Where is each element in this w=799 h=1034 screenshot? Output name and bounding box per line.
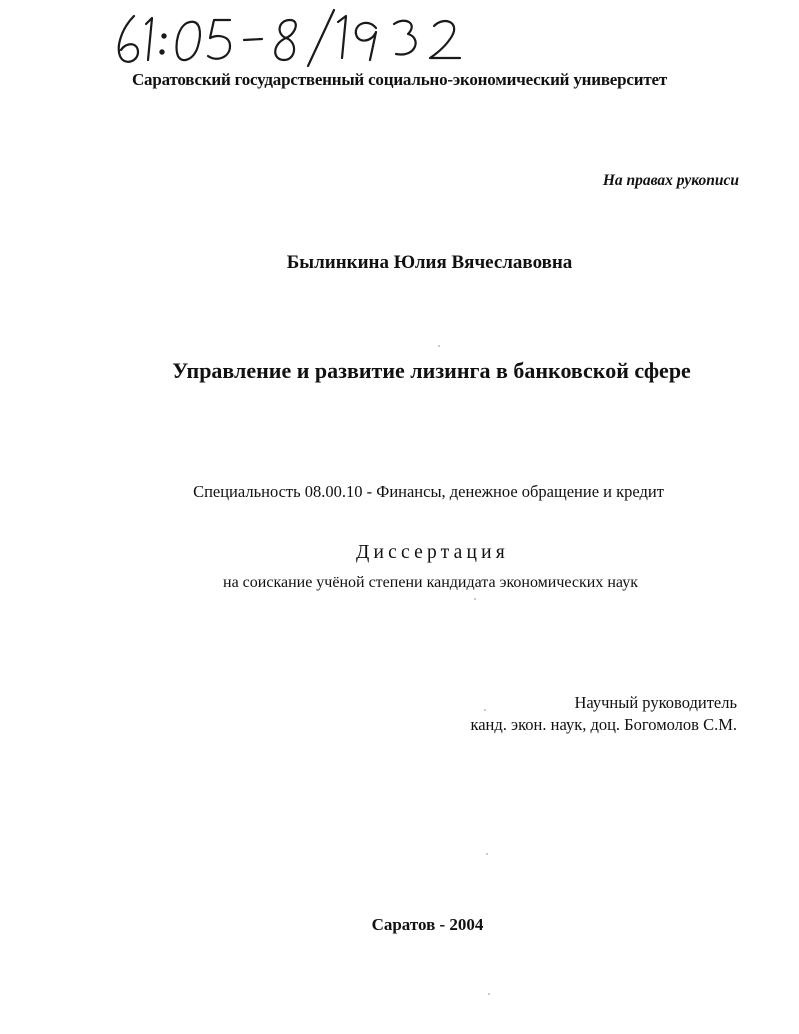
manuscript-rights-note: На правах рукописи [602,172,739,189]
scan-speck [484,709,486,711]
handwritten-archive-code [112,6,472,68]
dissertation-title: Управление и развитие лизинга в банковской сфере [172,358,691,383]
city-and-year: Саратов - 2004 [371,915,484,934]
document-type: Диссертация [356,542,509,563]
scan-speck [438,345,440,347]
specialty-line: Специальность 08.00.10 - Финансы, денежное обращение и кредит [193,482,664,501]
supervisor-name: канд. экон. наук, доц. Богомолов С.М. [470,715,737,734]
scan-speck [486,853,488,855]
supervisor-block [470,692,737,736]
scan-speck [488,993,490,995]
scan-speck [474,598,476,600]
degree-line: на соискание учёной степени кандидата экономических наук [223,574,638,591]
supervisor-label: Научный руководитель [574,693,737,712]
author-name: Былинкина Юлия Вячеславовна [286,252,573,273]
university-name: Саратовский государственный социально-экономический университет [131,70,667,89]
